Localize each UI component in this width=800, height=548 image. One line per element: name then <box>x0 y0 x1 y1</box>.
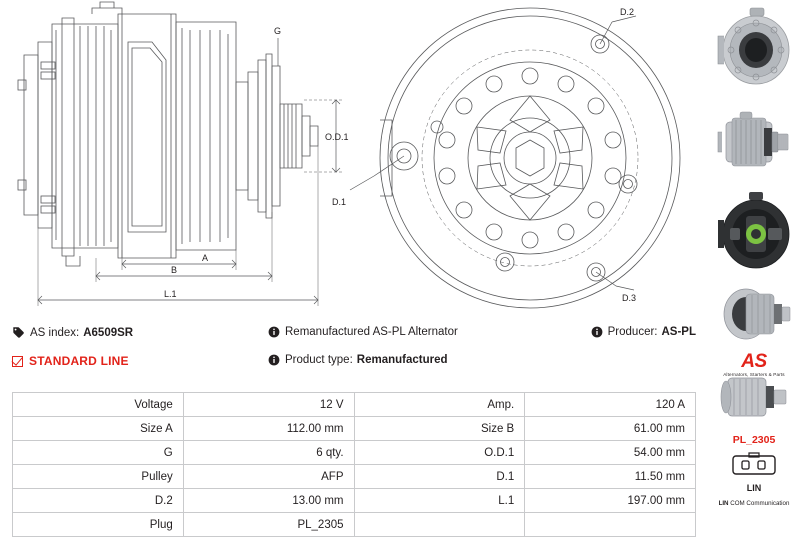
product-type-block <box>268 354 448 366</box>
as-pl-logo <box>708 352 800 384</box>
spec-key: G <box>13 441 184 465</box>
spec-key: Pulley <box>13 465 184 489</box>
tag-icon <box>12 326 25 339</box>
spec-value: 54.00 mm <box>525 441 696 465</box>
spec-value: 61.00 mm <box>525 417 696 441</box>
table-row <box>13 441 696 465</box>
standard-line-label: STANDARD LINE <box>29 354 129 368</box>
plug-diagram-icon <box>731 450 777 480</box>
table-row <box>13 393 696 417</box>
producer-label: Producer: <box>607 326 658 338</box>
label-l1: L.1 <box>164 289 177 299</box>
plug-name: LIN <box>746 483 762 493</box>
plug-legend-value: COM Communication <box>730 500 790 507</box>
product-type-label: Product type: <box>285 354 353 366</box>
label-a: A <box>202 253 209 263</box>
spec-value: PL_2305 <box>183 513 354 537</box>
spec-value: AFP <box>183 465 354 489</box>
label-od1: O.D.1 <box>325 132 349 142</box>
table-row <box>13 513 696 537</box>
specifications-table <box>12 392 696 537</box>
reman-title-block <box>268 326 458 338</box>
info-icon <box>268 354 280 366</box>
spec-value: 197.00 mm <box>525 489 696 513</box>
spec-value-empty <box>525 513 696 537</box>
spec-key: D.1 <box>354 465 525 489</box>
spec-key: Plug <box>13 513 184 537</box>
plug-legend-key: LIN <box>718 500 729 507</box>
product-photo-angled[interactable] <box>716 282 796 346</box>
info-bar <box>12 326 696 390</box>
label-d3: D.3 <box>622 293 637 303</box>
label-d1: D.1 <box>332 197 347 207</box>
spec-key-empty <box>354 513 525 537</box>
table-row <box>13 417 696 441</box>
info-icon <box>591 326 603 338</box>
plug-code: PL_2305 <box>732 434 776 446</box>
label-d2: D.2 <box>620 7 635 17</box>
as-index-block <box>12 326 133 339</box>
spec-value: 120 A <box>525 393 696 417</box>
product-photo-rear[interactable] <box>716 6 796 92</box>
standard-line-badge <box>12 354 129 368</box>
logo-tagline: Alternators, Starters & Parts <box>723 372 785 377</box>
reman-title: Remanufactured AS-PL Alternator <box>285 326 458 338</box>
table-row <box>13 489 696 513</box>
spec-key: Voltage <box>13 393 184 417</box>
producer-value: AS-PL <box>661 326 696 338</box>
as-index-value: A6509SR <box>83 326 134 339</box>
logo-brand: AS <box>741 351 767 372</box>
plug-block <box>708 434 800 507</box>
spec-key: Size B <box>354 417 525 441</box>
spec-key: D.2 <box>13 489 184 513</box>
spec-key: L.1 <box>354 489 525 513</box>
product-photo-regulator[interactable] <box>716 190 796 276</box>
spec-value: 11.50 mm <box>525 465 696 489</box>
label-g: G <box>274 26 282 36</box>
info-icon <box>268 326 280 338</box>
spec-key: O.D.1 <box>354 441 525 465</box>
product-type-value: Remanufactured <box>356 354 448 366</box>
spec-value: 13.00 mm <box>183 489 354 513</box>
spec-key: Size A <box>13 417 184 441</box>
producer-block <box>591 326 696 338</box>
spec-value: 12 V <box>183 393 354 417</box>
check-icon <box>12 356 23 367</box>
spec-value: 6 qty. <box>183 441 354 465</box>
spec-value: 112.00 mm <box>183 417 354 441</box>
label-b: B <box>171 265 178 275</box>
as-index-label: AS index: <box>30 326 80 339</box>
plug-legend <box>708 500 800 507</box>
product-photo-side[interactable] <box>716 98 796 184</box>
spec-key: Amp. <box>354 393 525 417</box>
table-row <box>13 465 696 489</box>
